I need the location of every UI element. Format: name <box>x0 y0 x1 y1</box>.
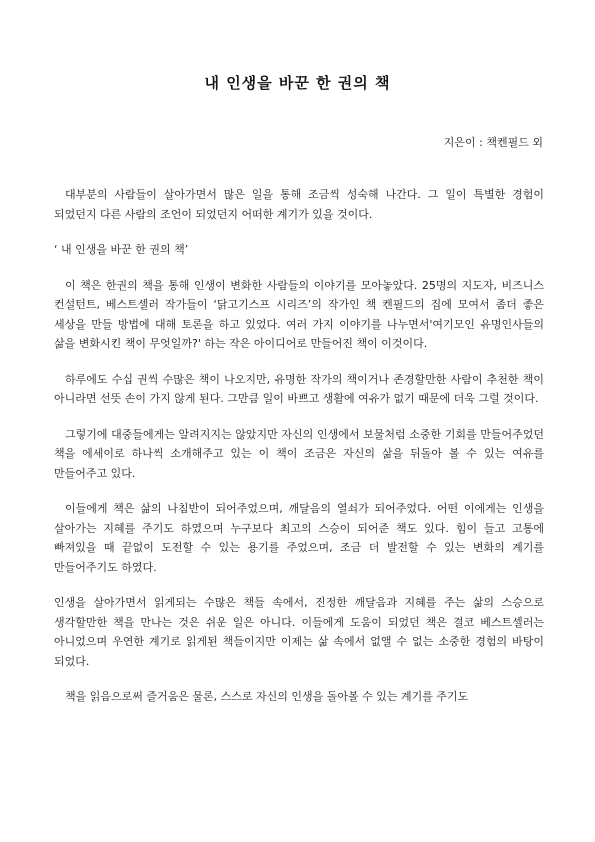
paragraph: 그렇기에 대중들에게는 알려지지는 않았지만 자신의 인생에서 보물처럼 소중한 기회를 만들어주었던 책을 에세이로 하나씩 소개해주고 있는 이 책이 조금은 자신의 삶을 뒤돌아 볼 수 있는 여유를 만들어주고 있다. <box>54 427 544 480</box>
paragraph: 이들에게 책은 삶의 나침반이 되어주었으며, 깨달음의 열쇠가 되어주었다. 어떤 이에게는 인생을 살아가는 지혜를 주기도 하였으며 누구보다 최고의 스승이 되어준 책도 있다. 힘이 들고 고통에 빠져있을 때 끝없이 도전할 수 있는 용기를 주었으며, 조금 더 발전할 수 있는 변화의 계기를 만들어주기도 하였다. <box>54 502 544 574</box>
document-title: 내 인생을 바꾼 한 권의 책 <box>204 74 391 92</box>
document-body <box>54 185 544 723</box>
author-line: 지은이 : 책켄필드 외 <box>443 136 543 149</box>
paragraph: 책을 읽음으로써 즐거움은 물론, 스스로 자신의 인생을 돌아볼 수 있는 계기를 주기도 <box>65 690 469 703</box>
paragraph: 대부분의 사람들이 살아가면서 많은 일을 통해 조금씩 성숙해 나간다. 그 일이 특별한 경험이 되었던지 다른 사람의 조언이 되었던지 어떠한 계기가 있을 것이다. <box>54 188 544 221</box>
book-title-quote: ‘ 내 인생을 바꾼 한 권의 책’ <box>54 243 189 256</box>
paragraph: 이 책은 한권의 책을 통해 인생이 변화한 사람들의 이야기를 모아놓았다. 25명의 지도자, 비즈니스 컨설턴트, 베스트셀러 작가들이 ‘닭고기스프 시리즈’의 작가인 책 켄필드의 집에 모여서 좀더 좋은 세상을 만들 방법에 대해 토론을 하고 있었다. 여러 가지 이야기를 나누면서'여기모인 유명인사들의 삶을 변화시킨 책이 무엇일까?' 하는 작은 아이디어로 만들어진 책이 이것이다. <box>54 278 544 350</box>
paragraph: 하루에도 수십 권씩 수많은 책이 나오지만, 유명한 작가의 책이거나 존경할만한 사람이 추천한 책이 아니라면 선뜻 손이 가지 않게 된다. 그만큼 일이 바쁘고 생활에 여유가 없기 때문에 더욱 그럴 것이다. <box>54 372 544 405</box>
paragraph: 인생을 살아가면서 읽게되는 수많은 책들 속에서, 진정한 깨달음과 지혜를 주는 삶의 스승으로 생각할만한 책을 만나는 것은 쉬운 일은 아니다. 이들에게 도움이 되었던 책은 결코 베스트셀러는 아니었으며 우연한 계기로 읽게된 책들이지만 이제는 삶 속에서 없앨 수 없는 소중한 경험의 바탕이 되었다. <box>54 596 544 668</box>
